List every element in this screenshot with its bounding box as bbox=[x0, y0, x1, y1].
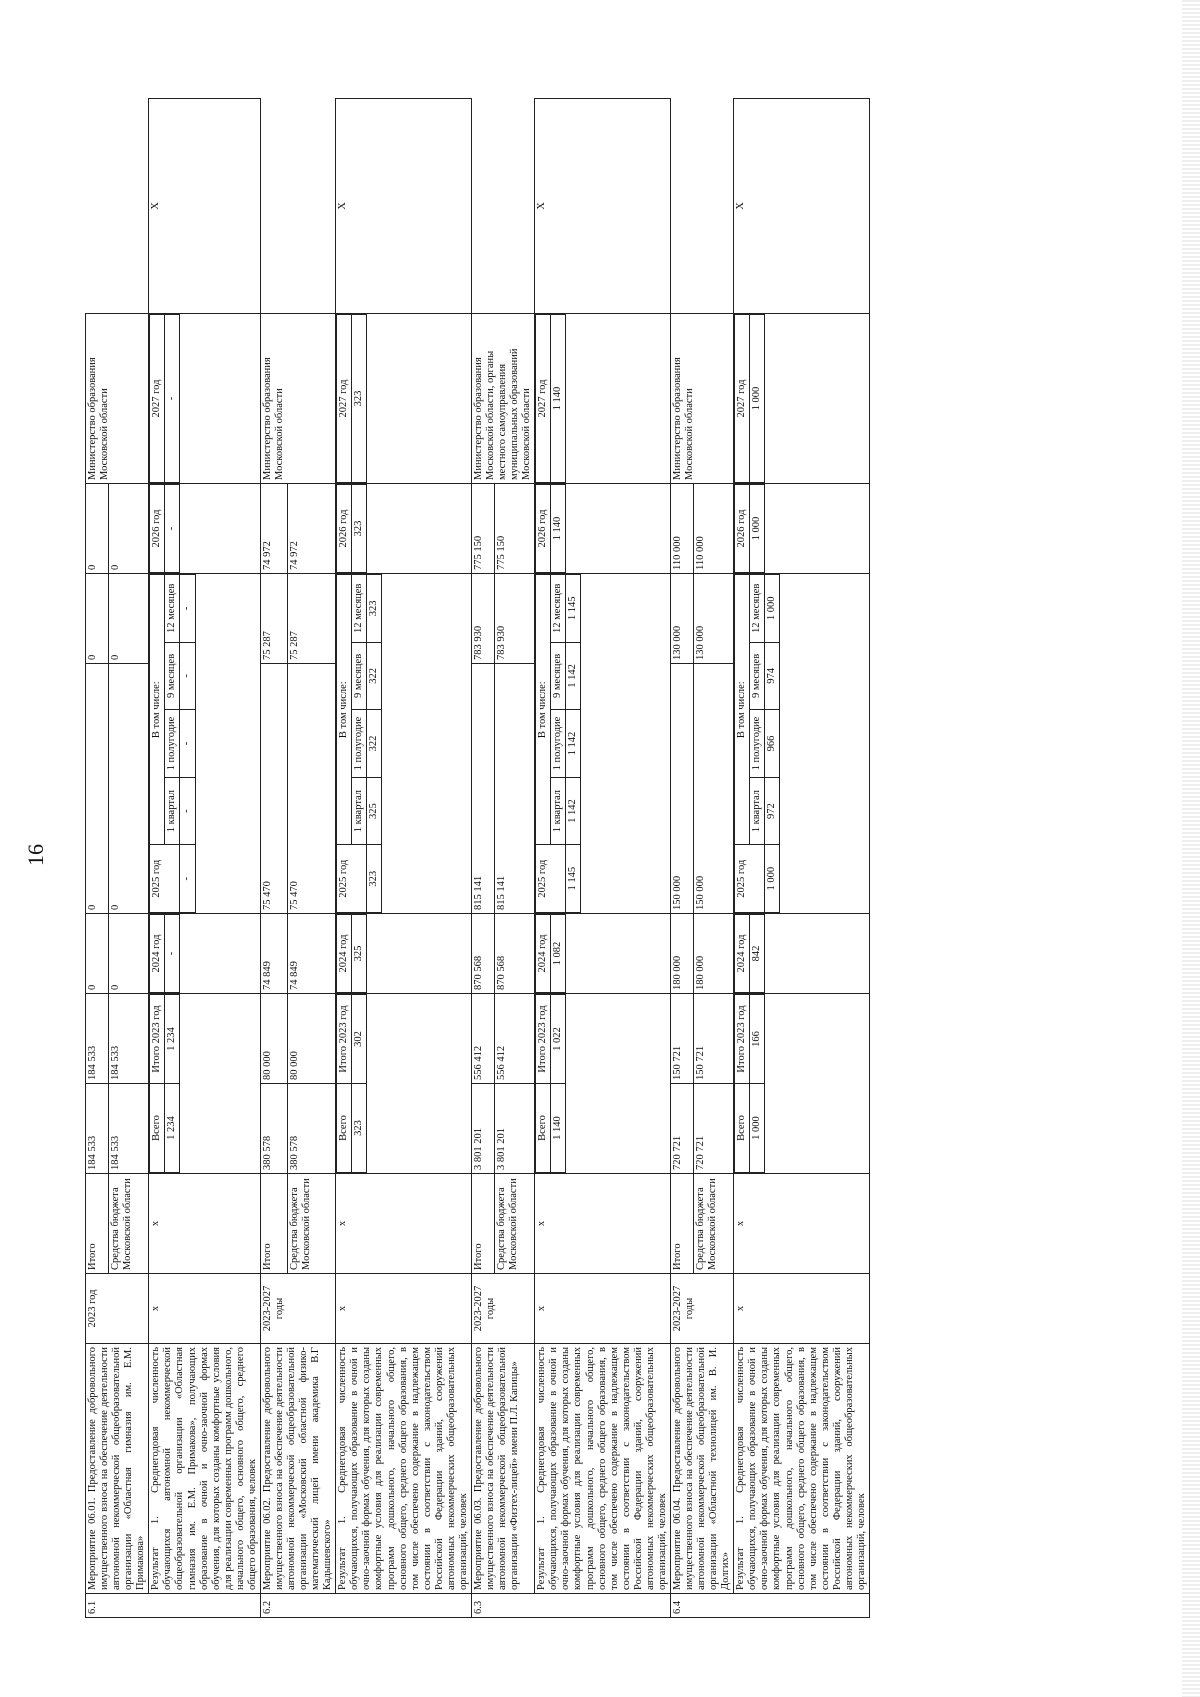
event-name: Мероприятие 06.04. Предоставление добровольного имущественного взноса на обеспечение деятельности автономной некоммерческой общеобразовательной организации «Областной технолицей им. В. И. Долгих» bbox=[670, 1344, 733, 1594]
y2025-value: 1 145 bbox=[566, 845, 581, 913]
total-value: 74 972 bbox=[260, 484, 287, 574]
vtom-label: В том числе: bbox=[150, 575, 165, 845]
total-value: 184 533 bbox=[86, 1084, 109, 1174]
source-value: 180 000 bbox=[693, 914, 734, 994]
source-value: 150 721 bbox=[693, 994, 734, 1084]
h1-label: 1 полугодие bbox=[750, 710, 765, 778]
y2024-label: 2024 год bbox=[735, 915, 750, 993]
y2025-value: 1 000 bbox=[765, 845, 780, 913]
result-X: X bbox=[535, 99, 671, 314]
total-value: 815 141 bbox=[471, 664, 494, 914]
source-value: 74 972 bbox=[287, 484, 335, 574]
vsego-label: Всего bbox=[150, 1084, 165, 1173]
total-value: 110 000 bbox=[670, 484, 693, 574]
q1-value: 325 bbox=[367, 777, 382, 845]
rotated-page bbox=[85, 98, 1175, 1618]
y2026-label: 2026 год bbox=[735, 485, 750, 573]
event-total-row bbox=[260, 99, 287, 1618]
vsego-label: Всего bbox=[536, 1084, 551, 1173]
total-value: 720 721 bbox=[670, 1084, 693, 1174]
total-value: 775 150 bbox=[471, 484, 494, 574]
source-value: 80 000 bbox=[287, 994, 335, 1084]
q1-value: 972 bbox=[765, 777, 780, 845]
vtom-label: В том числе: bbox=[536, 575, 551, 845]
q1-label: 1 квартал bbox=[551, 777, 566, 845]
y2024-label: 2024 год bbox=[536, 915, 551, 993]
vsego-value: 1 234 bbox=[165, 1084, 180, 1173]
y2024-value: - bbox=[165, 915, 180, 993]
m12-value: 323 bbox=[367, 575, 382, 643]
vtom-label: В том числе: bbox=[735, 575, 750, 845]
total-value: 150 721 bbox=[670, 994, 693, 1084]
total-value: 75 287 bbox=[260, 574, 287, 664]
source-value: 3 801 201 bbox=[494, 1084, 535, 1174]
y2026-value: - bbox=[165, 485, 180, 573]
source-value: 150 000 bbox=[693, 664, 734, 914]
y2025-value: - bbox=[180, 845, 195, 913]
total-value: 783 930 bbox=[471, 574, 494, 664]
source-label: Средства бюджета Московской области bbox=[108, 1174, 149, 1274]
source-value: 556 412 bbox=[494, 994, 535, 1084]
executor: Министерство образования Московской области bbox=[670, 314, 733, 484]
m12-value: 1 145 bbox=[566, 575, 581, 643]
total-label: Итого bbox=[471, 1174, 494, 1274]
y2027-value: 323 bbox=[352, 315, 367, 483]
event-name: Мероприятие 06.02. Предоставление добровольного имущественного взноса на обеспечение деятельности автономной некоммерческой общеобразовательной организации «Московский областной физико-математический лицей имени академика В.Г Кадышевского» bbox=[260, 1344, 335, 1594]
total-value: 0 bbox=[86, 664, 109, 914]
program-table bbox=[85, 98, 870, 1618]
m9-label: 9 месяцев bbox=[165, 642, 180, 710]
source-value: 783 930 bbox=[494, 574, 535, 664]
result-text: Результат 1. Среднегодовая численность обучающихся, получающих образование в очной и очно-заочной формах обучения, для которых созданы комфортные условия для реализации современных программ дошкольного, начального общего, основного общего, среднего общего образования, в том числе обеспечено содержание в надлежащем состоянии в соответствии с законодательством Российской Федерации зданий, сооружений автономных некоммерческих общеобразовательных организаций, человек bbox=[535, 1344, 671, 1594]
y2027-value: 1 140 bbox=[551, 315, 566, 483]
y2024-value: 1 082 bbox=[551, 915, 566, 993]
executor: Министерство образования Московской области bbox=[260, 314, 335, 484]
y2023-value: 166 bbox=[750, 995, 765, 1084]
total-value: 74 849 bbox=[260, 914, 287, 994]
total-value: 130 000 bbox=[670, 574, 693, 664]
result-X: X bbox=[149, 99, 261, 314]
event-name: Мероприятие 06.03. Предоставление добровольного имущественного взноса на обеспечение деятельности автономной некоммерческой общеобразовательной организации «Физтех-лицей» имени П.Л. Капицы» bbox=[471, 1344, 534, 1594]
source-value: 0 bbox=[108, 914, 149, 994]
y2025-label: 2025 год bbox=[735, 845, 765, 913]
q1-label: 1 квартал bbox=[165, 777, 180, 845]
y2024-value: 325 bbox=[352, 915, 367, 993]
y2023-label: Итого 2023 год bbox=[536, 995, 551, 1084]
event-total-row bbox=[86, 99, 109, 1618]
h1-label: 1 полугодие bbox=[165, 710, 180, 778]
vsego-value: 1 140 bbox=[551, 1084, 566, 1173]
y2025-label: 2025 год bbox=[150, 845, 180, 913]
result-x: x bbox=[734, 1274, 870, 1344]
q1-value: 1 142 bbox=[566, 777, 581, 845]
executor: Министерство образования Московской области, органы местного самоуправления муниципальных образований Московской области bbox=[471, 314, 534, 484]
total-value: 556 412 bbox=[471, 994, 494, 1084]
result-x: x bbox=[535, 1174, 671, 1274]
source-value: 815 141 bbox=[494, 664, 535, 914]
m9-value: - bbox=[180, 642, 195, 710]
y2027-label: 2027 год bbox=[536, 315, 551, 483]
row-number: 6.2 bbox=[260, 1594, 471, 1618]
total-value: 0 bbox=[86, 914, 109, 994]
vsego-value: 323 bbox=[352, 1084, 367, 1173]
m12-value: - bbox=[180, 575, 195, 643]
vsego-label: Всего bbox=[337, 1084, 352, 1173]
source-value: 75 287 bbox=[287, 574, 335, 664]
source-value: 0 bbox=[108, 484, 149, 574]
source-value: 74 849 bbox=[287, 914, 335, 994]
m9-value: 974 bbox=[765, 642, 780, 710]
source-value: 184 533 bbox=[108, 1084, 149, 1174]
y2023-label: Итого 2023 год bbox=[150, 995, 165, 1084]
result-text: Результат 1. Среднегодовая численность обучающихся, получающих образование в очной и очно-заочной формах обучения, для которых созданы комфортные условия для реализации современных программ дошкольного, начального общего, основного общего, среднего общего образования, в том числе обеспечено содержание в надлежащем состоянии в соответствии с законодательством Российской Федерации зданий, сооружений автономных некоммерческих общеобразовательных организаций, человек bbox=[734, 1344, 870, 1594]
m9-label: 9 месяцев bbox=[750, 642, 765, 710]
source-value: 870 568 bbox=[494, 914, 535, 994]
source-value: 110 000 bbox=[693, 484, 734, 574]
row-number: 6.1 bbox=[86, 1594, 261, 1618]
row-number: 6.4 bbox=[670, 1594, 869, 1618]
source-value: 184 533 bbox=[108, 994, 149, 1084]
m12-label: 12 месяцев bbox=[551, 575, 566, 643]
total-value: 0 bbox=[86, 574, 109, 664]
m12-label: 12 месяцев bbox=[750, 575, 765, 643]
h1-label: 1 полугодие bbox=[551, 710, 566, 778]
y2026-value: 1 140 bbox=[551, 485, 566, 573]
source-value: 775 150 bbox=[494, 484, 535, 574]
vsego-value: 1 000 bbox=[750, 1084, 765, 1173]
y2026-value: 323 bbox=[352, 485, 367, 573]
event-name: Мероприятие 06.01. Предоставление добровольного имущественного взноса на обеспечение деятельности автономной некоммерческой общеобразовательной организации «Областная гимназия им. Е.М. Примакова» bbox=[86, 1344, 149, 1594]
total-value: 0 bbox=[86, 484, 109, 574]
result-x: x bbox=[535, 1274, 671, 1344]
total-value: 870 568 bbox=[471, 914, 494, 994]
m12-value: 1 000 bbox=[765, 575, 780, 643]
source-label: Средства бюджета Московской области bbox=[494, 1174, 535, 1274]
m9-label: 9 месяцев bbox=[551, 642, 566, 710]
event-period: 2023-2027 годы bbox=[471, 1274, 534, 1344]
source-value: 0 bbox=[108, 664, 149, 914]
y2024-value: 842 bbox=[750, 915, 765, 993]
result-text: Результат 1. Среднегодовая численность обучающихся автономной некоммерческой общеобразовательной организации «Областная гимназия им. Е.М. Примакова», получающих образование в очной и очно-заочной формах обучения, для которых созданы комфортные условия для реализации современных программ дошкольного, начального общего, основного общего, среднего общего образования, человек bbox=[149, 1344, 261, 1594]
source-value: 380 578 bbox=[287, 1084, 335, 1174]
y2023-value: 1 234 bbox=[165, 995, 180, 1084]
result-x: x bbox=[734, 1174, 870, 1274]
total-value: 380 578 bbox=[260, 1084, 287, 1174]
h1-value: - bbox=[180, 710, 195, 778]
event-period: 2023 год bbox=[86, 1274, 149, 1344]
total-value: 75 470 bbox=[260, 664, 287, 914]
h1-label: 1 полугодие bbox=[352, 710, 367, 778]
result-row bbox=[149, 99, 261, 1618]
m9-value: 1 142 bbox=[566, 642, 581, 710]
result-row bbox=[734, 99, 870, 1618]
y2023-label: Итого 2023 год bbox=[735, 995, 750, 1084]
row-number: 6.3 bbox=[471, 1594, 670, 1618]
source-value: 130 000 bbox=[693, 574, 734, 664]
result-x: x bbox=[336, 1174, 472, 1274]
y2025-label: 2025 год bbox=[536, 845, 566, 913]
y2025-label: 2025 год bbox=[337, 845, 367, 913]
result-row bbox=[336, 99, 472, 1618]
total-value: 180 000 bbox=[670, 914, 693, 994]
y2026-value: 1 000 bbox=[750, 485, 765, 573]
vsego-label: Всего bbox=[735, 1084, 750, 1173]
result-X: X bbox=[734, 99, 870, 314]
y2027-label: 2027 год bbox=[337, 315, 352, 483]
event-total-row bbox=[471, 99, 494, 1618]
total-value: 150 000 bbox=[670, 664, 693, 914]
y2023-value: 302 bbox=[352, 995, 367, 1084]
scan-edge bbox=[1182, 0, 1200, 1697]
y2025-value: 323 bbox=[367, 845, 382, 913]
total-value: 80 000 bbox=[260, 994, 287, 1084]
y2026-label: 2026 год bbox=[337, 485, 352, 573]
m9-value: 322 bbox=[367, 642, 382, 710]
m9-label: 9 месяцев bbox=[352, 642, 367, 710]
source-label: Средства бюджета Московской области bbox=[287, 1174, 335, 1274]
y2027-value: 1 000 bbox=[750, 315, 765, 483]
source-value: 75 470 bbox=[287, 664, 335, 914]
y2024-label: 2024 год bbox=[150, 915, 165, 993]
y2023-value: 1 022 bbox=[551, 995, 566, 1084]
executor: Министерство образования Московской области bbox=[86, 314, 149, 484]
result-x: x bbox=[149, 1174, 261, 1274]
y2026-label: 2026 год bbox=[536, 485, 551, 573]
source-value: 720 721 bbox=[693, 1084, 734, 1174]
m12-label: 12 месяцев bbox=[352, 575, 367, 643]
total-label: Итого bbox=[260, 1174, 287, 1274]
y2027-label: 2027 год bbox=[150, 315, 165, 483]
event-period: 2023-2027 годы bbox=[260, 1274, 335, 1344]
y2023-label: Итого 2023 год bbox=[337, 995, 352, 1084]
page-number: 16 bbox=[23, 844, 48, 866]
total-value: 184 533 bbox=[86, 994, 109, 1084]
event-total-row bbox=[670, 99, 693, 1618]
result-x: x bbox=[149, 1274, 261, 1344]
y2026-label: 2026 год bbox=[150, 485, 165, 573]
m12-label: 12 месяцев bbox=[165, 575, 180, 643]
result-text: Результат 1. Среднегодовая численность обучающихся, получающих образование в очной и очно-заочной формах обучения, для которых созданы комфортные условия для реализации современных программ дошкольного, начального общего, основного общего, среднего общего образования, в том числе обеспечено содержание в надлежащем состоянии в соответствии с законодательством Российской Федерации зданий, сооружений автономных некоммерческих общеобразовательных организаций, человек bbox=[336, 1344, 472, 1594]
q1-value: - bbox=[180, 777, 195, 845]
h1-value: 966 bbox=[765, 710, 780, 778]
h1-value: 322 bbox=[367, 710, 382, 778]
total-label: Итого bbox=[670, 1174, 693, 1274]
y2027-label: 2027 год bbox=[735, 315, 750, 483]
q1-label: 1 квартал bbox=[352, 777, 367, 845]
result-X: X bbox=[336, 99, 472, 314]
result-row bbox=[535, 99, 671, 1618]
y2024-label: 2024 год bbox=[337, 915, 352, 993]
result-x: x bbox=[336, 1274, 472, 1344]
total-label: Итого bbox=[86, 1174, 109, 1274]
vtom-label: В том числе: bbox=[337, 575, 352, 845]
source-value: 0 bbox=[108, 574, 149, 664]
source-label: Средства бюджета Московской области bbox=[693, 1174, 734, 1274]
q1-label: 1 квартал bbox=[750, 777, 765, 845]
total-value: 3 801 201 bbox=[471, 1084, 494, 1174]
y2027-value: - bbox=[165, 315, 180, 483]
h1-value: 1 142 bbox=[566, 710, 581, 778]
event-period: 2023-2027 годы bbox=[670, 1274, 733, 1344]
